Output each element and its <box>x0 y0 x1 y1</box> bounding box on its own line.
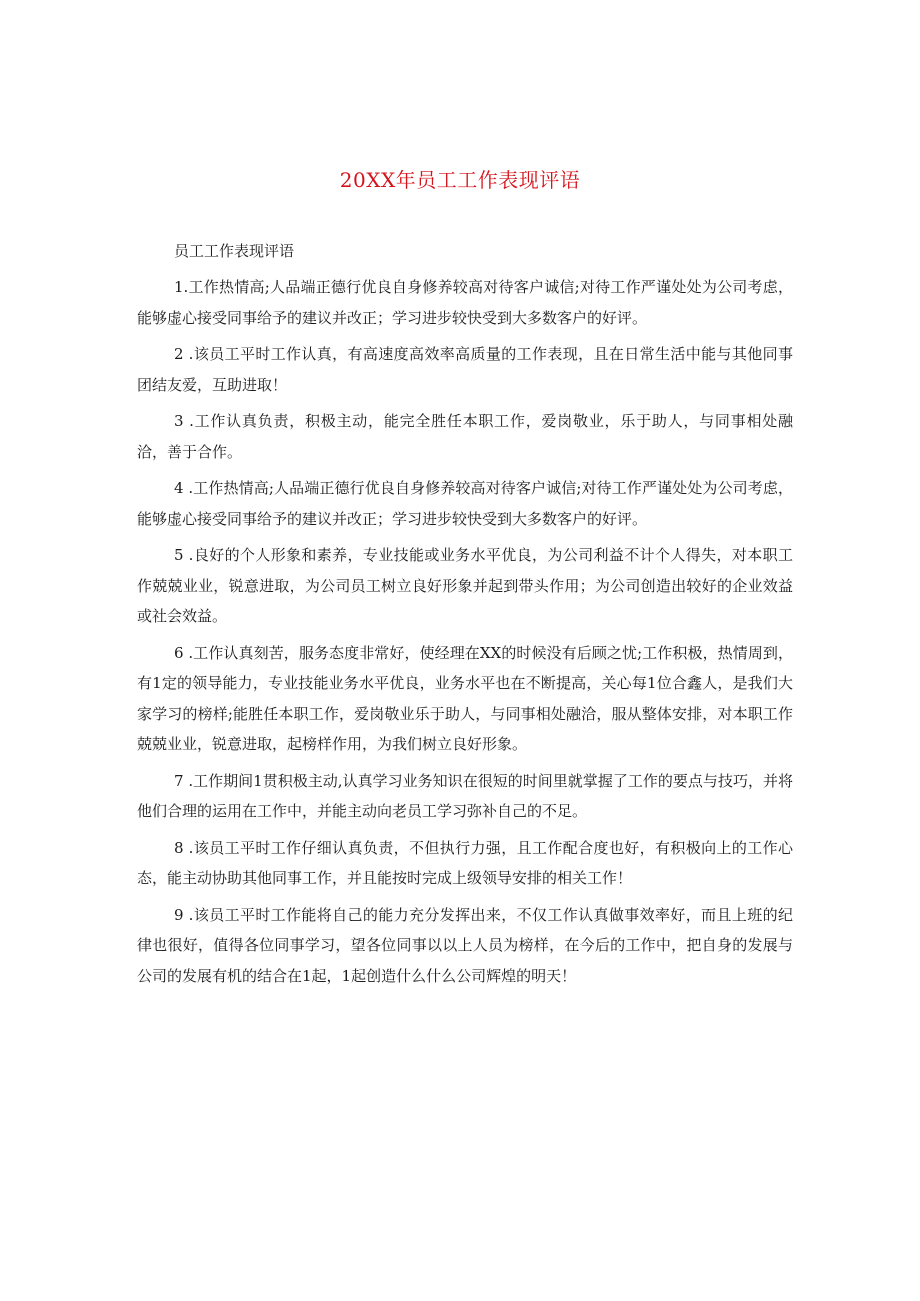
paragraph-1: 1.工作热情高;人品端正德行优良自身修养较高对待客户诚信;对待工作严谨处处为公司考虑，能够虚心接受同事给予的建议并改正；学习进步较快受到大多数客户的好评。 <box>137 278 793 327</box>
paragraph-3: 3 .工作认真负责，积极主动，能完全胜任本职工作，爱岗敬业，乐于助人，与同事相处融洽，善于合作。 <box>137 412 793 461</box>
document-subtitle: 员工工作表现评语 <box>174 242 295 260</box>
document-title: 20XX年员工工作表现评语 <box>339 168 581 192</box>
paragraph-8: 8 .该员工平时工作仔细认真负责，不但执行力强，且工作配合度也好，有积极向上的工作心态，能主动协助其他同事工作，并且能按时完成上级领导安排的相关工作！ <box>137 838 793 887</box>
document-body <box>137 236 793 997</box>
paragraph-2: 2 .该员工平时工作认真，有高速度高效率高质量的工作表现，且在日常生活中能与其他同事团结友爱，互助进取！ <box>137 345 793 394</box>
paragraph-9: 9 .该员工平时工作能将自己的能力充分发挥出来，不仅工作认真做事效率好，而且上班的纪律也很好，值得各位同事学习，望各位同事以以上人员为榜样，在今后的工作中，把自身的发展与公司的发展有机的结合在1起，1起创造什么什么公司辉煌的明天！ <box>137 905 793 985</box>
paragraph-7: 7 .工作期间1贯积极主动,认真学习业务知识在很短的时间里就掌握了工作的要点与技巧，并将他们合理的运用在工作中，并能主动向老员工学习弥补自己的不足。 <box>137 771 793 820</box>
paragraph-6: 6 .工作认真刻苦，服务态度非常好，使经理在XX的时候没有后顾之忧;工作积极，热情周到，有1定的领导能力，专业技能业务水平优良，业务水平也在不断提高，关心每1位合鑫人，是我们大家学习的榜样;能胜任本职工作，爱岗敬业乐于助人，与同事相处融洽，服从整体安排，对本职工作兢兢业业，锐意进取，起榜样作用，为我们树立良好形象。 <box>137 643 793 753</box>
paragraph-4: 4 .工作热情高;人品端正德行优良自身修养较高对待客户诚信;对待工作严谨处处为公司考虑，能够虚心接受同事给予的建议并改正；学习进步较快受到大多数客户的好评。 <box>137 479 793 528</box>
paragraph-5: 5 .良好的个人形象和素养，专业技能或业务水平优良，为公司利益不计个人得失，对本职工作兢兢业业，锐意进取，为公司员工树立良好形象并起到带头作用；为公司创造出较好的企业效益或社会效益。 <box>137 546 793 625</box>
